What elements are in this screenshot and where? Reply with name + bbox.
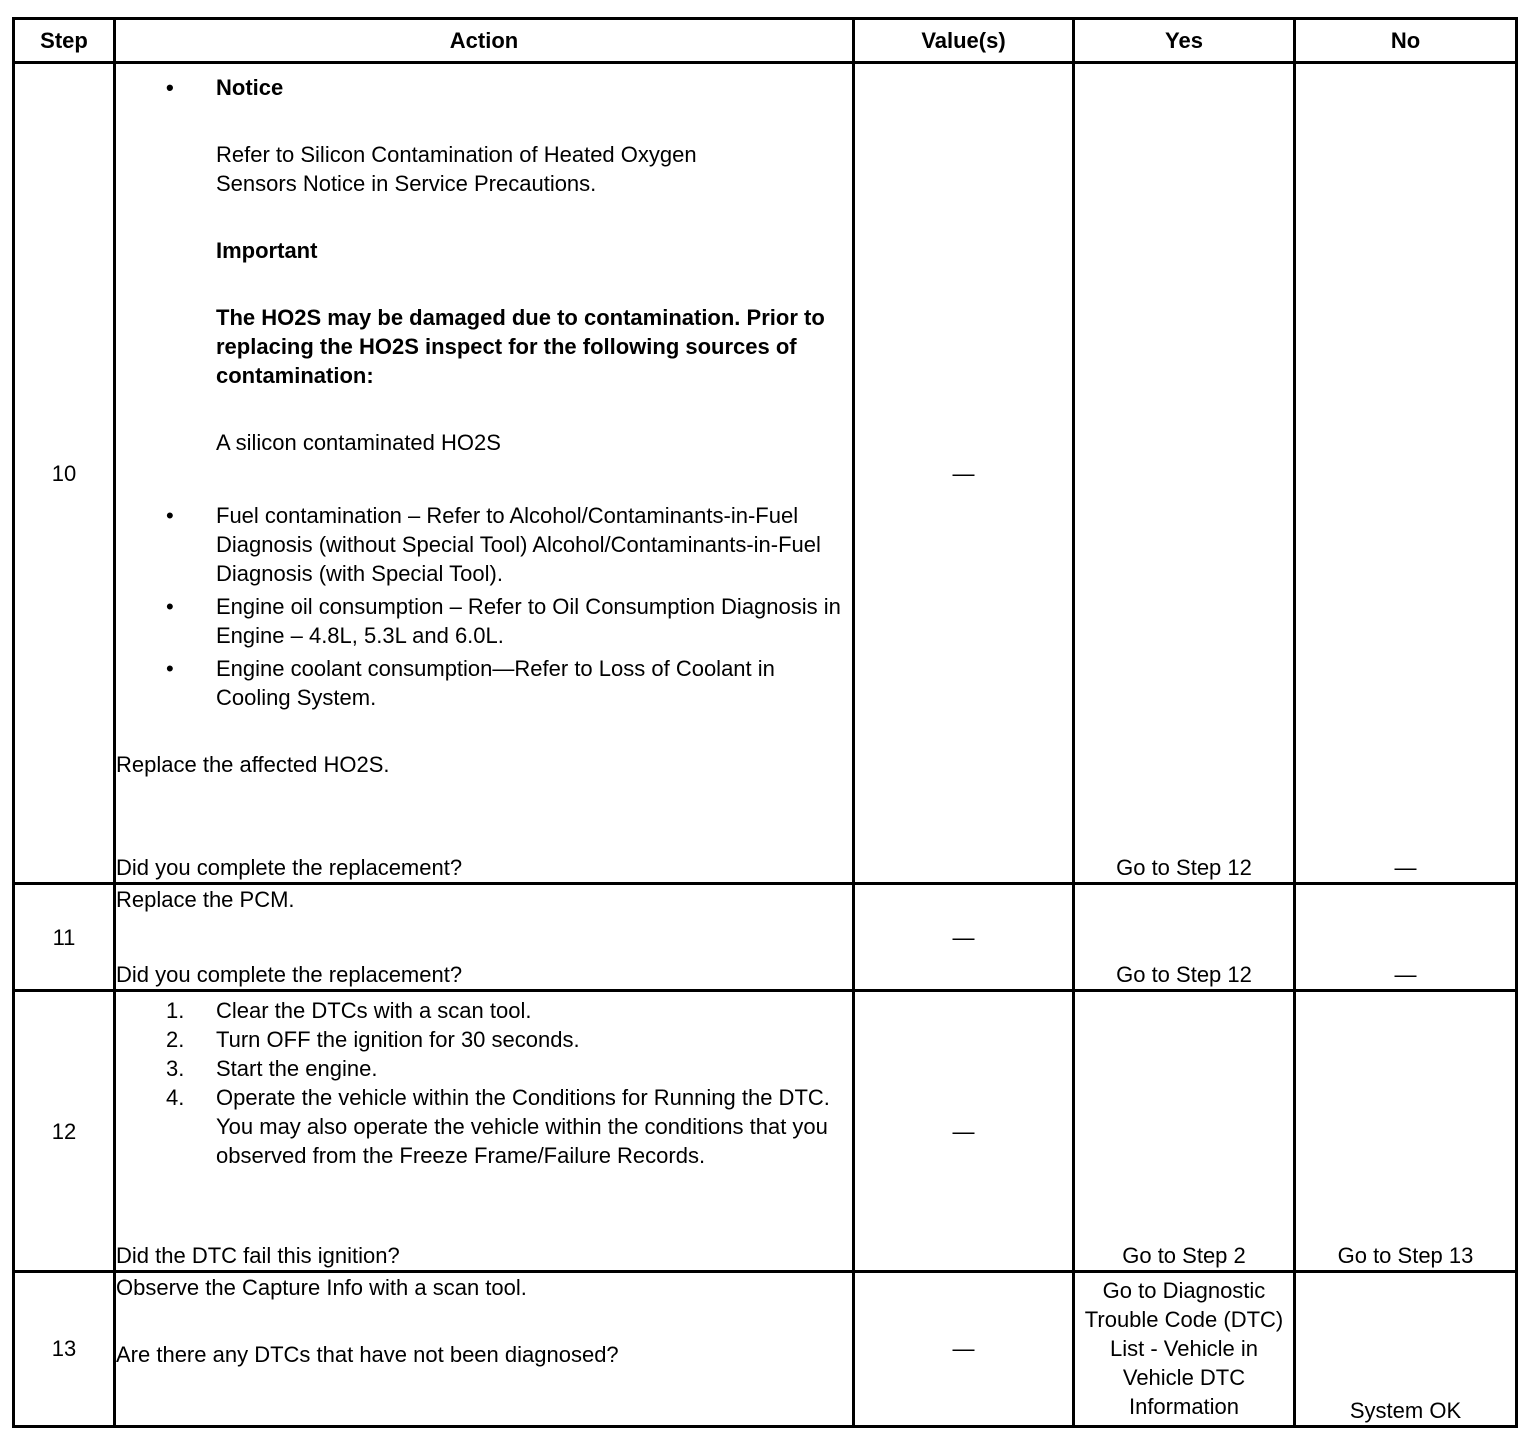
list-item: 2. Turn OFF the ignition for 30 seconds. (166, 1027, 580, 1053)
value-cell: — (854, 1271, 1074, 1426)
header-row (14, 19, 1517, 63)
header-yes: Yes (1074, 19, 1295, 63)
yes-cell: Go to Step 12 (1074, 63, 1295, 884)
question-text: Did you complete the replacement? (116, 962, 463, 988)
instruction-text: Observe the Capture Info with a scan tool. (116, 1274, 527, 1300)
action-cell (115, 63, 854, 884)
question-text: Did you complete the replacement? (116, 855, 463, 881)
table-row-step-10 (14, 63, 1517, 884)
header-no: No (1295, 19, 1517, 63)
table-row-step-12 (14, 991, 1517, 1272)
no-cell: — (1295, 884, 1517, 991)
yes-cell: Go to Diagnostic Trouble Code (DTC) List - Vehicle in Vehicle DTC Information (1074, 1271, 1295, 1426)
no-cell: System OK (1295, 1271, 1517, 1426)
no-cell: Go to Step 13 (1295, 991, 1517, 1272)
bullet-fuel: • Fuel contamination – Refer to Alcohol/Contaminants-in-Fuel Diagnosis (without Special Tool) Alcohol/Contaminants-in-Fuel Diagnosis (with Special Tool). (116, 501, 852, 588)
action-cell (115, 991, 854, 1272)
bullet-coolant: • Engine coolant consumption—Refer to Loss of Coolant in Cooling System. (116, 654, 852, 712)
action-cell (115, 884, 854, 991)
value-cell: — (854, 991, 1074, 1272)
yes-cell: Go to Step 2 (1074, 991, 1295, 1272)
header-values: Value(s) (854, 19, 1074, 63)
important-text: The HO2S may be damaged due to contamination. Prior to replacing the HO2S inspect for the following sources of contamination: (216, 305, 825, 388)
list-item: 3. Start the engine. (166, 1056, 378, 1082)
notice-label: • Notice (116, 73, 852, 102)
table-row-step-13 (14, 1271, 1517, 1426)
step-number: 10 (14, 63, 115, 884)
silicon-text: A silicon contaminated HO2S (216, 430, 501, 455)
important-label: Important (216, 238, 318, 263)
header-step: Step (14, 19, 115, 63)
list-item: 4. Operate the vehicle within the Conditions for Running the DTC. You may also operate the vehicle within the conditions that you observed from the Freeze Frame/Failure Records. (166, 1085, 830, 1169)
yes-cell: Go to Step 12 (1074, 884, 1295, 991)
question-text: Are there any DTCs that have not been diagnosed? (116, 1341, 619, 1367)
diagnostic-table (12, 17, 1518, 1428)
bullet-oil: • Engine oil consumption – Refer to Oil Consumption Diagnosis in Engine – 4.8L, 5.3L and 6.0L. (116, 592, 852, 650)
question-text: Did the DTC fail this ignition? (116, 1242, 400, 1268)
instruction-text: Replace the affected HO2S. (116, 752, 390, 777)
value-cell: — (854, 63, 1074, 884)
value-cell: — (854, 884, 1074, 991)
no-cell: — (1295, 63, 1517, 884)
action-cell (115, 1271, 854, 1426)
table-row-step-11 (14, 884, 1517, 991)
header-action: Action (115, 19, 854, 63)
step-number: 11 (14, 884, 115, 991)
list-item: 1. Clear the DTCs with a scan tool. (166, 998, 532, 1024)
step-number: 12 (14, 991, 115, 1272)
step-number: 13 (14, 1271, 115, 1426)
notice-text: Refer to Silicon Contamination of Heated Oxygen Sensors Notice in Service Precautions. (216, 142, 697, 196)
instruction-text: Replace the PCM. (116, 887, 295, 913)
